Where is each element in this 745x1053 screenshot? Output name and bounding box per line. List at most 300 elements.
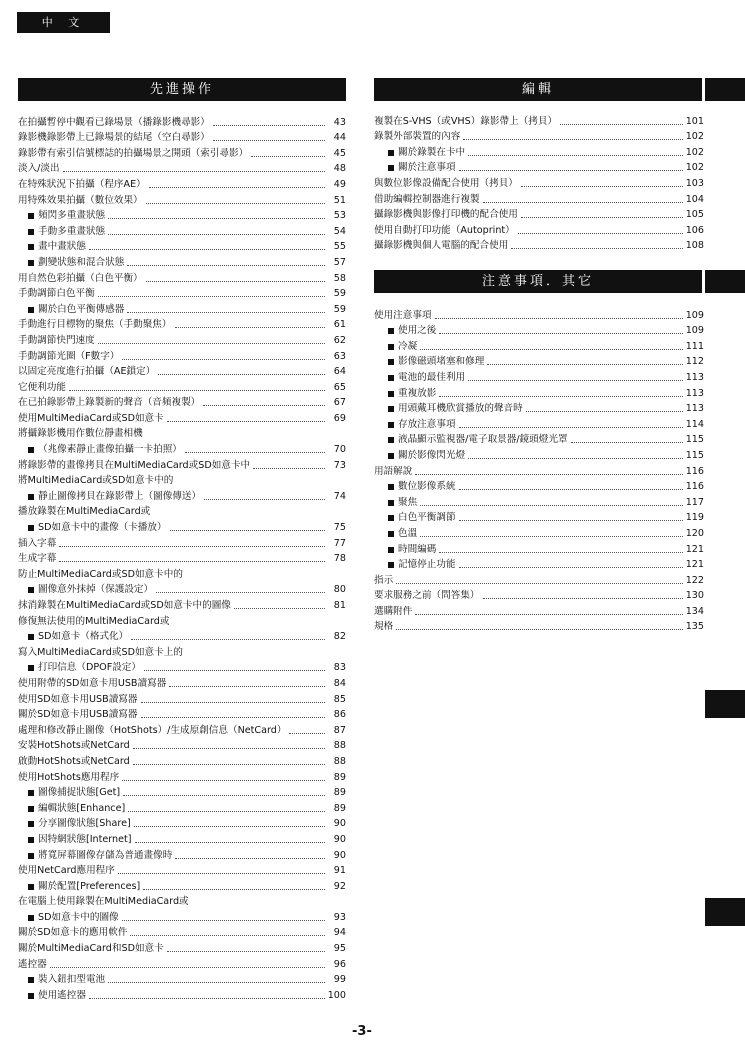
toc-entry-page: 78 <box>333 553 346 565</box>
toc-entry-page: 94 <box>333 927 346 939</box>
edge-thumb-tab <box>705 270 745 293</box>
dot-leader <box>156 592 325 593</box>
toc-entry <box>18 971 346 987</box>
toc-entry-page: 89 <box>333 787 346 799</box>
toc-entry <box>18 440 346 456</box>
toc-entry-label: 錄影機錄影帶上已錄場景的結尾（空白尋影） <box>18 132 210 144</box>
bullet-icon <box>28 821 34 827</box>
toc-entry <box>18 238 346 254</box>
toc-entry-label: 防止MultiMediaCard或SD如意卡中的 <box>18 568 183 580</box>
dot-leader <box>420 349 683 350</box>
dot-leader <box>108 218 325 219</box>
toc-entry <box>18 409 346 425</box>
dot-leader <box>459 567 683 568</box>
toc-entry-page: 104 <box>685 193 704 205</box>
dot-leader <box>108 234 325 235</box>
dot-leader <box>127 265 325 266</box>
toc-entry-label: 手動多重畫狀態 <box>38 225 106 237</box>
toc-entry <box>18 144 346 160</box>
dot-leader <box>130 935 325 936</box>
dot-leader <box>483 202 683 203</box>
toc-entry <box>18 799 346 815</box>
toc-entry-label: 將MultiMediaCard或SD如意卡中的 <box>18 475 174 487</box>
dot-leader <box>459 489 683 490</box>
dot-leader <box>420 536 683 537</box>
dot-leader <box>108 982 325 983</box>
toc-entry <box>18 924 346 940</box>
bullet-icon <box>28 884 34 890</box>
dot-leader <box>122 780 325 781</box>
dot-leader <box>571 442 683 443</box>
toc-entry-page: 88 <box>333 755 346 767</box>
dot-leader <box>50 967 325 968</box>
dot-leader <box>511 248 682 249</box>
toc-entry <box>18 456 346 472</box>
toc-entry-label: 攝錄影機與影像打印機的配合使用 <box>374 209 518 221</box>
bullet-icon <box>28 525 34 531</box>
dot-leader <box>468 155 683 156</box>
dot-leader <box>146 203 325 204</box>
bullet-icon <box>388 531 394 537</box>
toc-entry <box>374 493 704 509</box>
edge-thumb-tab <box>705 690 745 718</box>
toc-entry-page: 100 <box>327 989 346 1001</box>
dot-leader <box>253 468 325 469</box>
toc-entry-label: 使用附帶的SD如意卡用USB讀寫器 <box>18 677 167 689</box>
dot-leader <box>521 217 683 218</box>
toc-entry-page: 65 <box>333 381 346 393</box>
toc-entry <box>18 300 346 316</box>
toc-entry-label: 時間編碼 <box>398 543 437 555</box>
toc-entry-label: SD如意卡中的畫像（卡播放） <box>38 522 167 534</box>
bullet-icon <box>388 359 394 365</box>
dot-leader <box>487 364 682 365</box>
toc-entry <box>374 159 704 175</box>
toc-entry-label: 手動調節白色平衡 <box>18 288 95 300</box>
toc-entry-page: 91 <box>333 865 346 877</box>
toc-entry-label: 使用之後 <box>398 325 437 337</box>
dot-leader <box>59 561 325 562</box>
bullet-icon <box>28 244 34 250</box>
bullet-icon <box>388 500 394 506</box>
dot-leader <box>213 125 325 126</box>
toc-entry <box>18 394 346 410</box>
toc-entry-page: 121 <box>685 559 704 571</box>
toc-entry-page: 90 <box>333 818 346 830</box>
toc-entry-page: 135 <box>685 621 704 633</box>
toc-entry-label: 冷凝 <box>398 340 418 352</box>
toc-entry-page: 113 <box>685 387 704 399</box>
dot-leader <box>439 552 682 553</box>
toc-entry-page: 55 <box>333 241 346 253</box>
dot-leader <box>133 764 325 765</box>
toc-entry <box>18 253 346 269</box>
toc-entry-label: 用頭戴耳機欣賞播放的聲音時 <box>398 403 523 415</box>
toc-entry-page: 63 <box>333 350 346 362</box>
toc-entry-page: 59 <box>333 303 346 315</box>
dot-leader <box>213 140 325 141</box>
toc-entry-page: 95 <box>333 943 346 955</box>
toc-entry-label: 錄製外部裝置的內容 <box>374 131 461 143</box>
toc-entry-label: 借助編輯控制器進行複製 <box>374 193 480 205</box>
toc-entry <box>18 175 346 191</box>
dot-leader <box>131 639 325 640</box>
dot-leader <box>158 374 325 375</box>
bullet-icon <box>28 494 34 500</box>
toc-entry <box>18 113 346 129</box>
toc-entry-page: 84 <box>333 677 346 689</box>
bullet-icon <box>388 165 394 171</box>
dot-leader <box>98 343 325 344</box>
toc-entry <box>18 939 346 955</box>
toc-entry-label: 數位影像系統 <box>398 481 456 493</box>
dot-leader <box>396 583 683 584</box>
toc-entry <box>18 316 346 332</box>
bullet-icon <box>388 150 394 156</box>
toc-entry <box>18 378 346 394</box>
section-title-advanced-operations: 先進操作 <box>18 78 346 101</box>
bullet-icon <box>388 547 394 553</box>
toc-entry-label: 影像磁頭堵塞和修理 <box>398 356 485 368</box>
dot-leader <box>135 842 325 843</box>
toc-entry <box>18 893 346 909</box>
toc-entry <box>18 160 346 176</box>
toc-entry <box>374 524 704 540</box>
toc-entry <box>18 908 346 924</box>
toc-entry <box>374 206 704 222</box>
dot-leader <box>459 170 683 171</box>
toc-entry-label: 安裝HotShots或NetCard <box>18 740 130 752</box>
toc-entry <box>374 509 704 525</box>
toc-entry-page: 89 <box>333 802 346 814</box>
toc-entry-page: 121 <box>685 543 704 555</box>
toc-entry-page: 90 <box>333 849 346 861</box>
toc-entry-label: 用語解說 <box>374 465 413 477</box>
toc-entry-page: 85 <box>333 693 346 705</box>
dot-leader <box>175 327 326 328</box>
toc-entry-page: 112 <box>685 356 704 368</box>
toc-entry-label: 關於SD如意卡的應用軟件 <box>18 927 128 939</box>
toc-entry <box>18 503 346 519</box>
dot-leader <box>203 405 325 406</box>
toc-entry <box>374 540 704 556</box>
toc-entry <box>374 400 704 416</box>
toc-entry-page: 62 <box>333 334 346 346</box>
dot-leader <box>435 318 683 319</box>
toc-entry <box>374 306 704 322</box>
toc-entry <box>374 143 704 159</box>
toc-entry-label: 靜止圖像拷貝在錄影帶上（圖像傳送） <box>38 490 202 502</box>
toc-entry-label: 在電腦上使用錄製在MultiMediaCard或 <box>18 896 189 908</box>
dot-leader <box>144 670 325 671</box>
dot-leader <box>521 186 683 187</box>
toc-entry <box>374 618 704 634</box>
toc-list-notes-others <box>374 306 704 633</box>
bullet-icon <box>388 484 394 490</box>
toc-entry-page: 74 <box>333 490 346 502</box>
dot-leader <box>63 171 325 172</box>
dot-leader <box>185 452 325 453</box>
toc-entry <box>374 462 704 478</box>
bullet-icon <box>388 344 394 350</box>
toc-entry-label: 在已拍錄影帶上錄製新的聲音（音頻複製） <box>18 397 201 409</box>
toc-entry <box>18 643 346 659</box>
toc-entry-page: 109 <box>685 309 704 321</box>
toc-entry-page: 77 <box>333 537 346 549</box>
bullet-icon <box>28 260 34 266</box>
toc-entry-label: 將寬屏幕圖像存儲為普通畫像時 <box>38 849 173 861</box>
toc-entry-label: 編輯狀態[Enhance] <box>38 802 126 814</box>
toc-entry-label: 使用自動打印功能（Autoprint） <box>374 224 515 236</box>
toc-entry-page: 116 <box>685 465 704 477</box>
toc-entry-page: 61 <box>333 319 346 331</box>
toc-entry-label: 關於白色平衡傳感器 <box>38 303 125 315</box>
dot-leader <box>169 686 325 687</box>
toc-entry-label: 電池的最佳利用 <box>398 371 466 383</box>
page-number: -3- <box>352 1024 372 1039</box>
toc-list-editing <box>374 112 704 252</box>
toc-entry-label: 白色平衡調節 <box>398 512 456 524</box>
toc-entry-page: 64 <box>333 366 346 378</box>
toc-entry-label: 在特殊狀況下拍攝（程序AE） <box>18 178 146 190</box>
toc-entry-page: 113 <box>685 371 704 383</box>
bullet-icon <box>388 422 394 428</box>
dot-leader <box>98 296 325 297</box>
dot-leader <box>459 520 683 521</box>
toc-entry-label: 啟動HotShots或NetCard <box>18 755 130 767</box>
toc-entry-page: 81 <box>333 600 346 611</box>
toc-entry <box>374 237 704 253</box>
dot-leader <box>415 474 682 475</box>
toc-entry-page: 102 <box>685 146 704 158</box>
dot-leader <box>396 629 683 630</box>
toc-entry-page: 87 <box>333 724 346 736</box>
toc-entry-page: 115 <box>685 449 704 461</box>
toc-entry-label: 圖像意外抹掉（保護設定） <box>38 584 154 596</box>
toc-entry-label: 錄影帶有索引信號標誌的拍攝場景之開頭（索引尋影） <box>18 147 249 159</box>
toc-entry-page: 120 <box>685 527 704 539</box>
toc-entry-page: 45 <box>333 147 346 159</box>
bullet-icon <box>28 213 34 219</box>
section-title-notes-others: 注意事項．其它 <box>374 270 702 293</box>
toc-entry-page: 116 <box>685 481 704 493</box>
toc-entry <box>18 815 346 831</box>
toc-entry-label: 使用HotShots應用程序 <box>18 771 120 783</box>
toc-entry-label: 聚焦 <box>398 496 418 508</box>
toc-entry <box>18 612 346 628</box>
bullet-icon <box>388 562 394 568</box>
dot-leader <box>69 390 325 391</box>
toc-entry-page: 70 <box>333 444 346 456</box>
toc-entry-label: 遙控器 <box>18 958 47 970</box>
toc-entry <box>18 581 346 597</box>
dot-leader <box>118 873 325 874</box>
toc-entry-label: 關於錄製在卡中 <box>398 146 466 158</box>
dot-leader <box>146 281 325 282</box>
toc-entry-page: 115 <box>685 434 704 446</box>
toc-entry-label: 以固定亮度進行拍攝（AE鎖定） <box>18 366 156 378</box>
toc-entry-label: 分享圖像狀態[Share] <box>38 818 131 830</box>
dot-leader <box>89 998 325 999</box>
toc-entry <box>374 368 704 384</box>
bullet-icon <box>28 665 34 671</box>
dot-leader <box>175 858 325 859</box>
toc-entry <box>18 222 346 238</box>
toc-entry-label: 關於配置[Preferences] <box>38 880 141 892</box>
toc-entry <box>374 384 704 400</box>
toc-entry-page: 67 <box>333 397 346 409</box>
toc-entry <box>18 269 346 285</box>
toc-entry <box>374 431 704 447</box>
toc-entry <box>18 690 346 706</box>
dot-leader <box>439 333 682 334</box>
toc-entry-label: 記憶停止功能 <box>398 559 456 571</box>
toc-entry-label: 劃變狀態和混合狀態 <box>38 256 125 268</box>
toc-entry-label: 關於影像閃光燈 <box>398 449 466 461</box>
toc-entry <box>18 331 346 347</box>
toc-entry-label: 修復無法使用的MultiMediaCard或 <box>18 615 170 627</box>
toc-entry <box>18 472 346 488</box>
dot-leader <box>89 249 325 250</box>
toc-entry-label: 圖像捕捉狀態[Get] <box>38 787 121 799</box>
toc-entry <box>374 174 704 190</box>
toc-entry-label: 處理和修改靜止圖像（HotShots）/生成原創信息（NetCard） <box>18 724 287 736</box>
toc-entry-label: 指示 <box>374 574 394 586</box>
toc-entry-label: 關於SD如意卡用USB讀寫器 <box>18 709 138 721</box>
dot-leader <box>141 717 325 718</box>
toc-entry <box>18 986 346 1002</box>
toc-entry-page: 82 <box>333 631 346 643</box>
toc-entry-page: 99 <box>333 974 346 986</box>
toc-entry-page: 119 <box>685 512 704 524</box>
dot-leader <box>122 359 325 360</box>
toc-entry-label: 與數位影像設備配合使用（拷貝） <box>374 177 518 189</box>
toc-entry-label: 存放注意事項 <box>398 418 456 430</box>
dot-leader <box>141 702 325 703</box>
dot-leader <box>251 156 325 157</box>
toc-entry-label: 生成字幕 <box>18 553 57 565</box>
toc-entry-page: 130 <box>685 590 704 602</box>
toc-entry-page: 57 <box>333 256 346 268</box>
toc-entry-label: 在拍攝暫停中觀看已錄場景（播錄影機尋影） <box>18 116 210 128</box>
toc-entry <box>18 347 346 363</box>
toc-entry-page: 102 <box>685 162 704 174</box>
toc-entry <box>374 112 704 128</box>
dot-leader <box>133 748 325 749</box>
toc-entry-page: 43 <box>333 116 346 128</box>
toc-entry-label: 手動調節快門速度 <box>18 334 95 346</box>
toc-entry-page: 96 <box>333 958 346 970</box>
toc-entry-page: 106 <box>685 224 704 236</box>
toc-entry-label: 淡入/淡出 <box>18 163 60 175</box>
toc-entry <box>374 415 704 431</box>
toc-entry <box>374 128 704 144</box>
dot-leader <box>123 795 325 796</box>
toc-entry <box>18 285 346 301</box>
toc-entry-label: 裝入鈕扣型電池 <box>38 974 106 986</box>
toc-entry-page: 90 <box>333 833 346 845</box>
toc-entry <box>18 862 346 878</box>
section-title-editing: 編輯 <box>374 78 702 101</box>
bullet-icon <box>28 806 34 812</box>
toc-entry-label: 頻閃多重畫狀態 <box>38 210 106 222</box>
edge-thumb-tab <box>705 78 745 101</box>
toc-entry <box>18 706 346 722</box>
toc-entry <box>18 363 346 379</box>
toc-entry-page: 75 <box>333 522 346 534</box>
dot-leader <box>204 499 325 500</box>
dot-leader <box>560 124 683 125</box>
toc-entry-page: 51 <box>333 194 346 206</box>
toc-entry <box>18 628 346 644</box>
toc-entry-page: 44 <box>333 132 346 144</box>
toc-entry-label: 重複放影 <box>398 387 437 399</box>
toc-entry-label: 插入字幕 <box>18 537 57 549</box>
bullet-icon <box>388 375 394 381</box>
language-tab: 中 文 <box>17 12 110 33</box>
toc-entry <box>18 768 346 784</box>
toc-entry <box>18 674 346 690</box>
toc-entry-label: SD如意卡（格式化） <box>38 631 129 643</box>
toc-entry-page: 86 <box>333 709 346 721</box>
toc-entry-page: 117 <box>685 496 704 508</box>
toc-entry-label: 使用遙控器 <box>38 989 86 1001</box>
toc-entry-label: 使用注意事項 <box>374 309 432 321</box>
toc-entry-label: 關於注意事項 <box>398 162 456 174</box>
toc-entry-label: 複製在S-VHS（或VHS）錄影帶上（拷貝） <box>374 115 558 127</box>
toc-entry-page: 69 <box>333 412 346 424</box>
bullet-icon <box>28 634 34 640</box>
toc-entry <box>18 425 346 441</box>
toc-entry <box>18 534 346 550</box>
toc-entry-page: 93 <box>333 911 346 923</box>
toc-entry <box>374 587 704 603</box>
toc-entry-label: 色溫 <box>398 527 418 539</box>
bullet-icon <box>28 853 34 859</box>
dot-leader <box>134 826 325 827</box>
bullet-icon <box>28 229 34 235</box>
dot-leader <box>149 187 325 188</box>
bullet-icon <box>28 587 34 593</box>
toc-entry <box>374 446 704 462</box>
bullet-icon <box>388 453 394 459</box>
dot-leader <box>143 889 325 890</box>
toc-entry <box>18 877 346 893</box>
dot-leader <box>167 421 325 422</box>
toc-entry <box>18 596 346 612</box>
toc-entry <box>18 565 346 581</box>
toc-entry-label: 將錄影帶的畫像拷貝在MultiMediaCard或SD如意卡中 <box>18 459 251 471</box>
toc-entry <box>374 478 704 494</box>
toc-entry-page: 59 <box>333 288 346 300</box>
toc-entry-label: 播放錄製在MultiMediaCard或 <box>18 506 151 518</box>
toc-entry-page: 83 <box>333 662 346 674</box>
bullet-icon <box>388 515 394 521</box>
toc-entry <box>374 353 704 369</box>
toc-entry-page: 89 <box>333 771 346 783</box>
toc-entry-page: 105 <box>685 209 704 221</box>
toc-entry-label: SD如意卡中的圖像 <box>38 911 119 923</box>
toc-entry-page: 92 <box>333 880 346 892</box>
dot-leader <box>127 312 325 313</box>
toc-entry-page: 49 <box>333 178 346 190</box>
toc-entry-label: 規格 <box>374 621 394 633</box>
toc-entry-page: 111 <box>685 340 704 352</box>
dot-leader <box>526 411 683 412</box>
toc-entry-label: 因特網狀態[Internet] <box>38 833 132 845</box>
toc-entry-label: 用特殊效果拍攝（數位效果） <box>18 194 143 206</box>
toc-entry-page: 113 <box>685 403 704 415</box>
